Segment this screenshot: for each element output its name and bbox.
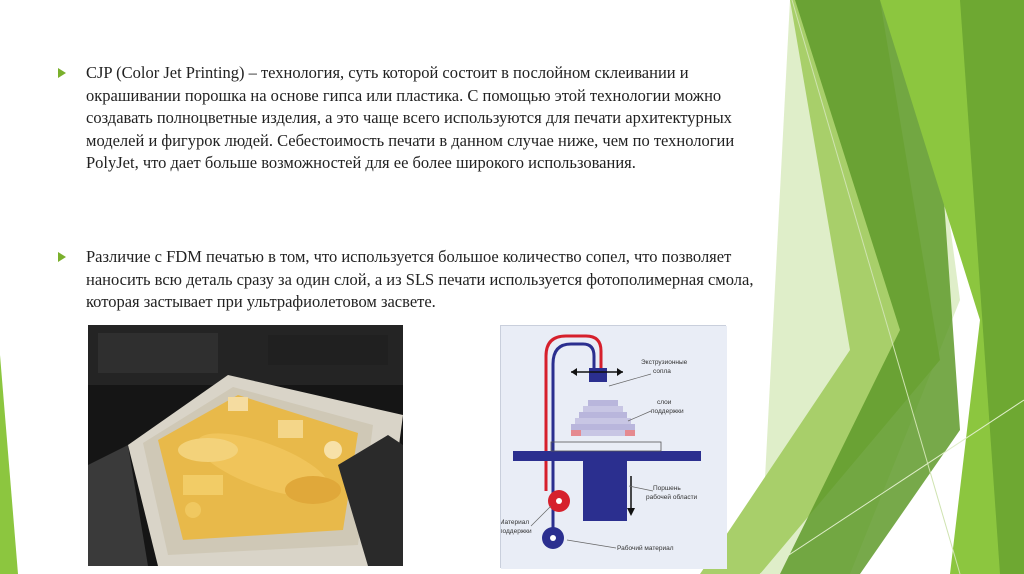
nozzle-head [589,368,607,382]
bullet-text: Различие с FDM печатью в том, что используется большое количество сопел, что позволяет наносить всю деталь сразу за один слой, а из SLS печати используется фотополимерная смола, которая застывает при ультрафиолетовом засвете. [86,247,754,311]
cjp-schematic-diagram [500,325,726,568]
label-extrusion-nozzles-2: сопла [653,368,671,375]
label-support-material-1: Материал [501,519,530,526]
deco-left-triangle [0,355,18,574]
bullet-text: CJP (Color Jet Printing) – технология, суть которой состоит в послойном склеивании и окрашивании порошка на основе гипса или пластика. С помощью этой технологии можно создавать полноцветные изделия, а это чаще всего используются для печати архитектурных моделей и фигурок людей. Себестоимость печати в данном случае ниже, чем по технологии PolyJet, что дает больше возможностей для ее более широкого использования. [86,63,735,172]
label-piston-2: рабочей области [646,494,698,501]
printer-tray-illustration [88,325,403,566]
label-support-layers-1: слои [657,399,672,406]
label-piston-1: Поршень [653,485,681,492]
bullet-arrow-icon [58,252,66,262]
label-support-layers-2: поддержки [651,408,684,415]
label-working-material: Рабочий материал [617,545,674,552]
printer-tray-photo [88,325,403,566]
bullet-arrow-icon [58,68,66,78]
build-platform [513,451,701,461]
piston [583,461,627,521]
label-extrusion-nozzles-1: Экструзионные [641,359,688,366]
label-support-material-2: поддержки [501,528,532,535]
schematic-drawing [501,326,727,569]
bullet-item-fdm-difference [58,246,758,314]
bullet-item-cjp [58,62,758,175]
